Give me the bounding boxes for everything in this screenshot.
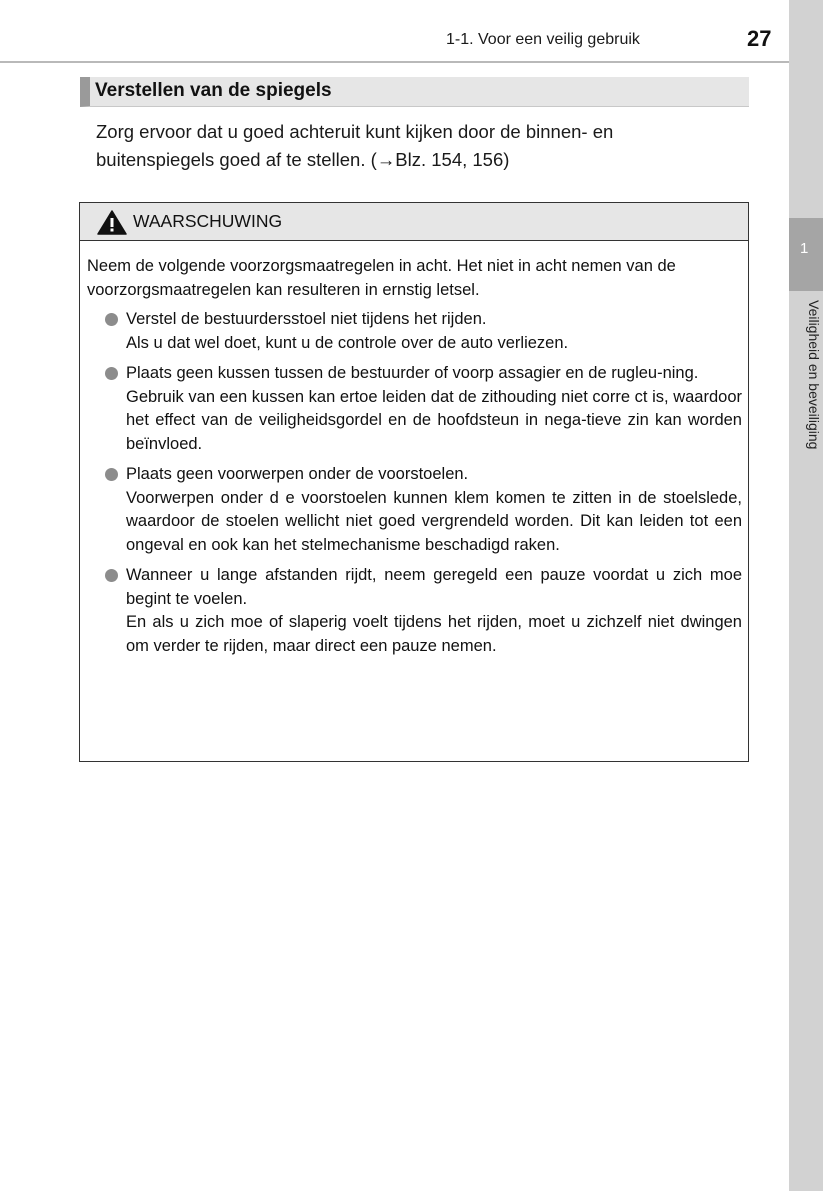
bullet-icon: [105, 313, 118, 326]
header-section-title: 1-1. Voor een veilig gebruik: [446, 31, 640, 48]
warning-box: [79, 202, 749, 762]
warning-triangle-icon: [97, 210, 127, 235]
warning-title: WAARSCHUWING: [133, 211, 283, 231]
warning-list: [87, 308, 742, 658]
chapter-title: Veiligheid en beveiliging: [806, 300, 822, 450]
header-divider: [0, 61, 789, 63]
warning-item-main: Plaats geen voorwerpen onder de voorstoelen.: [126, 465, 469, 483]
chapter-side-tab: [789, 0, 823, 1191]
intro-line-1: Zorg ervoor dat u goed achteruit kunt kijken door de binnen- en: [96, 121, 614, 142]
warning-body: [80, 241, 748, 658]
warning-item-main: Plaats geen kussen tussen de bestuurder of voorp assagier en de rugleu-ning.: [126, 364, 699, 382]
intro-line-2: buitenspiegels goed af te stellen. (→Blz. 154, 156): [96, 149, 510, 170]
bullet-icon: [105, 367, 118, 380]
page-number: 27: [747, 26, 772, 51]
bullet-icon: [105, 468, 118, 481]
section-heading-text: Verstellen van de spiegels: [95, 80, 332, 101]
chapter-number: 1: [800, 240, 809, 257]
warning-item: [101, 463, 742, 557]
warning-intro: Neem de volgende voorzorgsmaatregelen in acht. Het niet in acht nemen van de voorzorgsmaatregelen kan resulteren in ernstig letsel.: [87, 257, 676, 299]
section-heading: [80, 77, 749, 107]
warning-item-main: Wanneer u lange afstanden rijdt, neem geregeld een pauze voordat u zich moe begint te voelen.: [126, 566, 742, 608]
section-intro: [96, 118, 746, 174]
warning-item-main: Verstel de bestuurdersstoel niet tijdens het rijden.: [126, 310, 487, 328]
warning-item: [101, 308, 742, 355]
warning-item-detail: Als u dat wel doet, kunt u de controle over de auto verliezen.: [126, 333, 569, 352]
warning-item-detail: Voorwerpen onder d e voorstoelen kunnen klem komen te zitten in de stoelslede, waardoor de stoelen wellicht niet goed vergrendeld worden. Dit kan leiden tot een ongeval en ook kan het stelmechanisme beschadigd raken.: [126, 488, 742, 554]
warning-item-detail: En als u zich moe of slaperig voelt tijdens het rijden, moet u zichzelf niet dwingen om verder te rijden, maar direct een pauze nemen.: [126, 613, 742, 655]
warning-header: [80, 203, 748, 241]
warning-item-detail: Gebruik van een kussen kan ertoe leiden dat de zithouding niet corre ct is, waardoor het effect van de veiligheidsgordel en de hoofdsteun in nega-tieve zin kan worden beïnvloed.: [126, 387, 742, 453]
warning-item: [101, 362, 742, 456]
bullet-icon: [105, 569, 118, 582]
warning-item: [101, 564, 742, 658]
